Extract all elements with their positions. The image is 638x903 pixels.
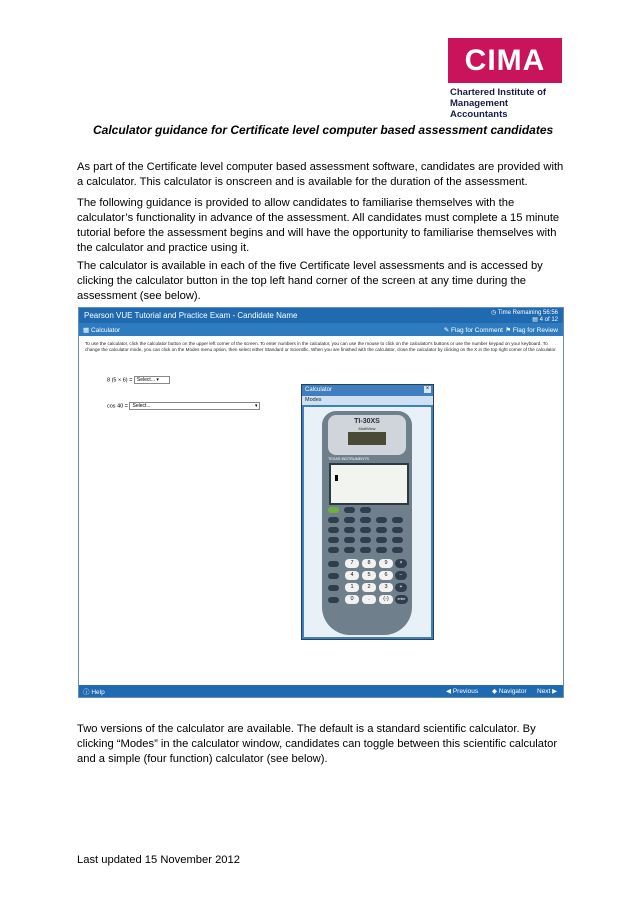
calculator-model: TI-30XS — [354, 418, 380, 425]
key-n-d[interactable] — [344, 527, 355, 533]
key-clear-var[interactable] — [376, 527, 387, 533]
exam-window-title: Pearson VUE Tutorial and Practice Exam - Candidate Name — [84, 311, 298, 320]
calculator-brand: TEXAS INSTRUMENTS — [328, 457, 369, 461]
key-table[interactable] — [360, 527, 371, 533]
calculator-window-label: Calculator — [305, 387, 333, 393]
key-negative[interactable]: (-) — [379, 595, 393, 604]
key-1[interactable]: 1 — [345, 583, 359, 592]
flag-review-button[interactable]: ⚑ Flag for Review — [505, 327, 558, 334]
key-x-var[interactable] — [328, 573, 339, 579]
logo-wordmark: CIMA — [464, 43, 546, 77]
key-x2[interactable] — [328, 597, 339, 603]
key-reciprocal[interactable] — [328, 547, 339, 553]
key-8[interactable]: 8 — [362, 559, 376, 568]
exam-toolbar — [79, 323, 563, 336]
key-2[interactable]: 2 — [362, 583, 376, 592]
footer-updated: Last updated 15 November 2012 — [77, 854, 240, 866]
time-remaining: ◷ Time Remaining 56:56 — [491, 310, 558, 316]
previous-button[interactable]: ◀ Previous — [446, 688, 479, 695]
key-divide-fn[interactable] — [392, 547, 403, 553]
key-2nd[interactable] — [328, 507, 339, 513]
key-stat[interactable] — [376, 517, 387, 523]
flag-comment-label: Flag for Comment — [450, 327, 503, 334]
key-data[interactable] — [360, 517, 371, 523]
display-cursor — [335, 475, 338, 481]
calculator-window-title — [302, 385, 433, 396]
key-pi[interactable] — [328, 537, 339, 543]
paragraph-intro: As part of the Certificate level computer based assessment software, candidates are provided with a calculator. This calculator is onscreen and is available for the duration of the assessment. — [77, 161, 564, 188]
key-minus[interactable]: − — [395, 571, 407, 580]
question-2-label: cos 40 = — [107, 403, 128, 410]
exam-instructions: To use the calculator, click the calculator button on the upper left corner of the screen. To enter numbers in the calculator, you can use the mouse to click on the calculator's buttons or use the number keypad on your keyboard. To change the calculator mode, you can click on the Modes menu option, then select either Standard or Scientific. When you are finished with the calculator, close the calculator by clicking on the X in the top right corner of the calculator. — [85, 341, 557, 352]
key-on[interactable] — [328, 585, 339, 591]
key-ln[interactable] — [328, 527, 339, 533]
logo-subtitle — [448, 87, 562, 120]
logo-mark — [448, 38, 562, 83]
calculator-button[interactable]: ▦ Calculator — [83, 327, 121, 334]
key-tan[interactable] — [376, 537, 387, 543]
flag-comment-button[interactable]: ✎ Flag for Comment — [443, 327, 503, 334]
question-2 — [107, 402, 260, 410]
navigator-label: Navigator — [498, 688, 527, 695]
key-log[interactable] — [328, 517, 339, 523]
key-close-paren[interactable] — [376, 547, 387, 553]
calculator-window[interactable] — [301, 384, 434, 640]
key-0[interactable]: 0 — [345, 595, 359, 604]
modes-menu[interactable]: Modes — [302, 396, 433, 405]
key-x10[interactable] — [344, 547, 355, 553]
key-9[interactable]: 9 — [379, 559, 393, 568]
exam-bottom-bar — [79, 685, 563, 697]
exam-title-bar — [79, 308, 563, 323]
key-clear[interactable] — [392, 517, 403, 523]
key-5[interactable]: 5 — [362, 571, 376, 580]
question-1-select[interactable]: Select... ▾ — [134, 376, 170, 384]
solar-panel — [348, 432, 386, 445]
help-label: Help — [91, 689, 105, 696]
calculator-area — [304, 407, 431, 637]
key-multiply[interactable]: × — [395, 559, 407, 568]
help-button[interactable]: ⓘ Help — [83, 689, 105, 696]
calculator-button-label: Calculator — [90, 327, 121, 334]
calculator-model-sub: MultiView — [358, 426, 376, 431]
key-open-paren[interactable] — [360, 547, 371, 553]
calculator-display — [329, 463, 409, 505]
key-4[interactable]: 4 — [345, 571, 359, 580]
question-2-select-value: Select... — [132, 403, 151, 409]
item-counter-text: 4 of 12 — [539, 317, 558, 323]
key-3[interactable]: 3 — [379, 583, 393, 592]
question-1-label: 8 (5 × 6) = — [107, 377, 133, 384]
key-7[interactable]: 7 — [345, 559, 359, 568]
next-button[interactable]: Next ▶ — [537, 688, 558, 695]
paragraph-versions: Two versions of the calculator are available. The default is a standard scientific calculator. By clicking “Modes” in the calculator window, candidates can toggle between this scientific calculator and a simple (four function) calculator (see below). — [77, 723, 558, 765]
key-enter[interactable]: enter — [395, 595, 408, 604]
key-plus[interactable]: + — [395, 583, 407, 592]
key-decimal[interactable]: . — [362, 595, 376, 604]
key-mode[interactable] — [344, 507, 355, 513]
key-delete[interactable] — [360, 507, 371, 513]
key-toggle[interactable] — [392, 527, 403, 533]
key-cos[interactable] — [360, 537, 371, 543]
next-label: Next — [537, 688, 551, 695]
calculator-device — [322, 411, 412, 635]
time-remaining-text: Time Remaining 56:56 — [497, 310, 558, 316]
key-6[interactable]: 6 — [379, 571, 393, 580]
item-counter: ▤ 4 of 12 — [532, 317, 558, 323]
key-prb[interactable] — [344, 517, 355, 523]
logo-line-2: Management Accountants — [450, 98, 509, 120]
key-sto[interactable] — [328, 561, 339, 567]
document-title: Calculator guidance for Certificate level computer based assessment candidates — [93, 123, 554, 137]
cima-logo — [448, 38, 562, 120]
calculator-top — [328, 415, 406, 455]
question-1-select-value: Select... — [136, 377, 155, 383]
paragraph-guidance: The following guidance is provided to allow candidates to familiarise themselves with the calculator’s functionality in advance of the assessment. All candidates must complete a 15 minute tutorial before the assessment begins and will have the opportunity to familiarise themselves with the calculator and practice using it. — [77, 197, 560, 254]
flag-review-label: Flag for Review — [512, 327, 558, 334]
paragraph-availability: The calculator is available in each of the five Certificate level assessments and is accessed by clicking the calculator button in the top left hand corner of the screen at any time during the assessment (see below). — [77, 260, 543, 302]
previous-label: Previous — [452, 688, 479, 695]
question-2-select[interactable]: Select... ▾ — [129, 402, 260, 410]
close-icon[interactable]: × — [425, 386, 430, 392]
key-sin[interactable] — [344, 537, 355, 543]
question-1 — [107, 376, 170, 384]
navigator-button[interactable]: ◆ Navigator — [492, 688, 527, 695]
exam-screenshot — [78, 307, 564, 698]
key-power[interactable] — [392, 537, 403, 543]
logo-line-1: Chartered Institute of — [450, 87, 547, 98]
